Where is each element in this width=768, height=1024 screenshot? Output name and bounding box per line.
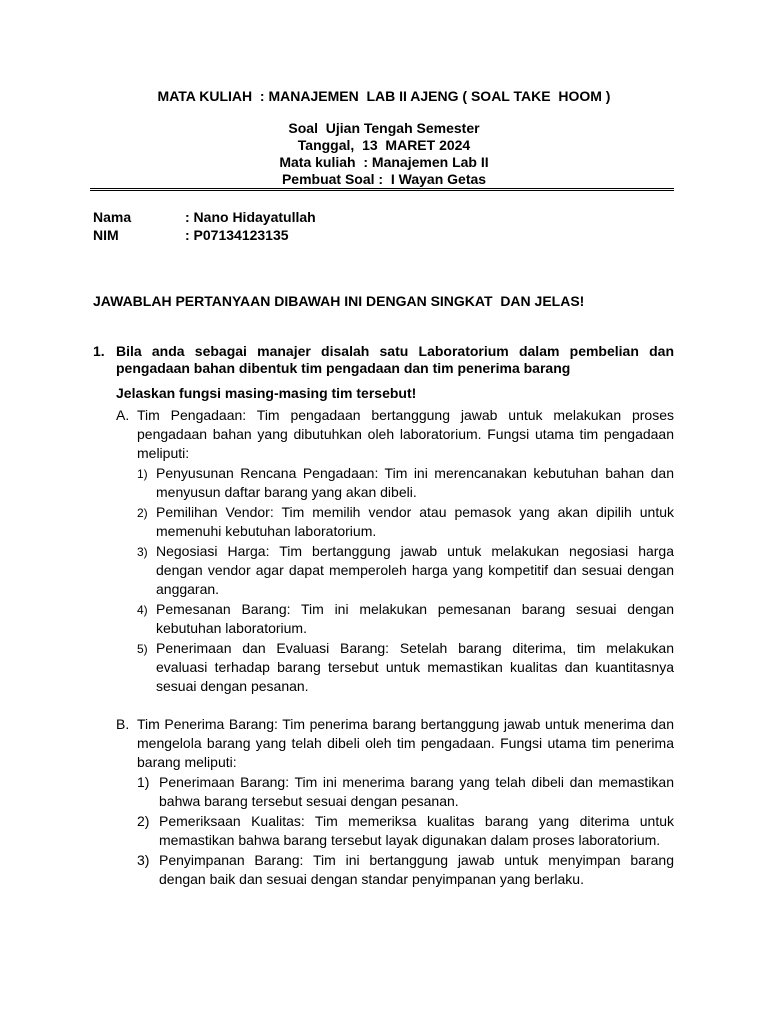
- header-divider: [90, 188, 674, 191]
- list-item-number: 3): [137, 852, 150, 868]
- section-letter: A.: [116, 407, 130, 423]
- list-item: [137, 773, 674, 811]
- section-a: [93, 406, 674, 696]
- section-b-list: [137, 773, 674, 889]
- question-text: Bila anda sebagai manajer disalah satu Laboratorium dalam pembelian dan pengadaan bahan dibentuk tim pengadaan dan tim penerima barang: [116, 343, 674, 376]
- course-name: Mata kuliah : Manajemen Lab II: [279, 154, 489, 170]
- nim-label: NIM: [93, 227, 119, 243]
- list-item-number: 2): [137, 506, 148, 520]
- section-intro: Tim Penerima Barang: Tim penerima barang bertanggung jawab untuk menerima dan mengelola barang yang telah dibeli oleh tim pengadaan. Fungsi utama tim penerima barang meliputi:: [137, 716, 674, 770]
- list-item: [137, 639, 674, 696]
- list-item: [137, 812, 674, 850]
- list-item: [137, 600, 674, 638]
- list-item: [137, 464, 674, 502]
- nim-row: [93, 226, 316, 244]
- list-item-number: 5): [137, 642, 148, 656]
- list-item-number: 1): [137, 467, 148, 481]
- exam-author: Pembuat Soal : I Wayan Getas: [281, 171, 487, 187]
- list-item-text: Pemilihan Vendor: Tim memilih vendor atau pemasok yang akan dipilih untuk memenuhi kebutuhan laboratorium.: [156, 504, 674, 539]
- list-item-text: Negosiasi Harga: Tim bertanggung jawab untuk melakukan negosiasi harga dengan vendor agar dapat memperoleh harga yang kompetitif dan sesuai dengan anggaran.: [156, 543, 674, 597]
- list-item-number: 4): [137, 603, 148, 617]
- name-value: : Nano Hidayatullah: [185, 209, 316, 225]
- list-item-text: Penyimpanan Barang: Tim ini bertanggung jawab untuk menyimpan barang dengan baik dan sesuai dengan standar penyimpanan yang berlaku.: [159, 852, 674, 887]
- question-1: [93, 343, 674, 402]
- list-item-text: Penerimaan Barang: Tim ini menerima barang yang telah dibeli dan memastikan bahwa barang tersebut sesuai dengan pesanan.: [159, 774, 674, 809]
- exam-type: Soal Ujian Tengah Semester: [288, 120, 480, 136]
- list-item-text: Penerimaan dan Evaluasi Barang: Setelah barang diterima, tim melakukan evaluasi terhadap barang tersebut untuk memastikan kualitas dan kuantitasnya sesuai dengan pesanan.: [156, 640, 674, 694]
- section-letter: B.: [116, 716, 130, 732]
- list-item: [137, 851, 674, 889]
- section-b: [93, 715, 674, 889]
- nim-value: : P07134123135: [185, 227, 289, 243]
- question-subtext: Jelaskan fungsi masing-masing tim tersebut!: [116, 385, 417, 401]
- list-item-number: 3): [137, 545, 148, 559]
- list-item-text: Penyusunan Rencana Pengadaan: Tim ini merencanakan kebutuhan bahan dan menyusun daftar barang yang akan dibeli.: [156, 465, 674, 500]
- list-item-number: 1): [137, 774, 150, 790]
- exam-date: Tanggal, 13 MARET 2024: [297, 137, 471, 153]
- student-identity: [93, 208, 316, 244]
- instruction: JAWABLAH PERTANYAAN DIBAWAH INI DENGAN SINGKAT DAN JELAS!: [93, 293, 585, 309]
- list-item-text: Pemesanan Barang: Tim ini melakukan pemesanan barang sesuai dengan kebutuhan laboratorium.: [156, 601, 674, 636]
- list-item-text: Pemeriksaan Kualitas: Tim memeriksa kualitas barang yang diterima untuk memastikan bahwa barang tersebut layak digunakan dalam proses laboratorium.: [159, 813, 674, 848]
- list-item: [137, 503, 674, 541]
- page-title: MATA KULIAH : MANAJEMEN LAB II AJENG ( SOAL TAKE HOOM ): [157, 88, 611, 104]
- name-row: [93, 208, 316, 226]
- question-number: 1.: [93, 343, 105, 359]
- answers: [93, 406, 674, 890]
- exam-header: [0, 120, 768, 188]
- section-intro: Tim Pengadaan: Tim pengadaan bertanggung jawab untuk melakukan proses pengadaan bahan yang dibutuhkan oleh laboratorium. Fungsi utama tim pengadaan meliputi:: [137, 407, 674, 461]
- list-item-number: 2): [137, 813, 150, 829]
- section-a-list: [137, 464, 674, 696]
- name-label: Nama: [93, 209, 132, 225]
- list-item: [137, 542, 674, 599]
